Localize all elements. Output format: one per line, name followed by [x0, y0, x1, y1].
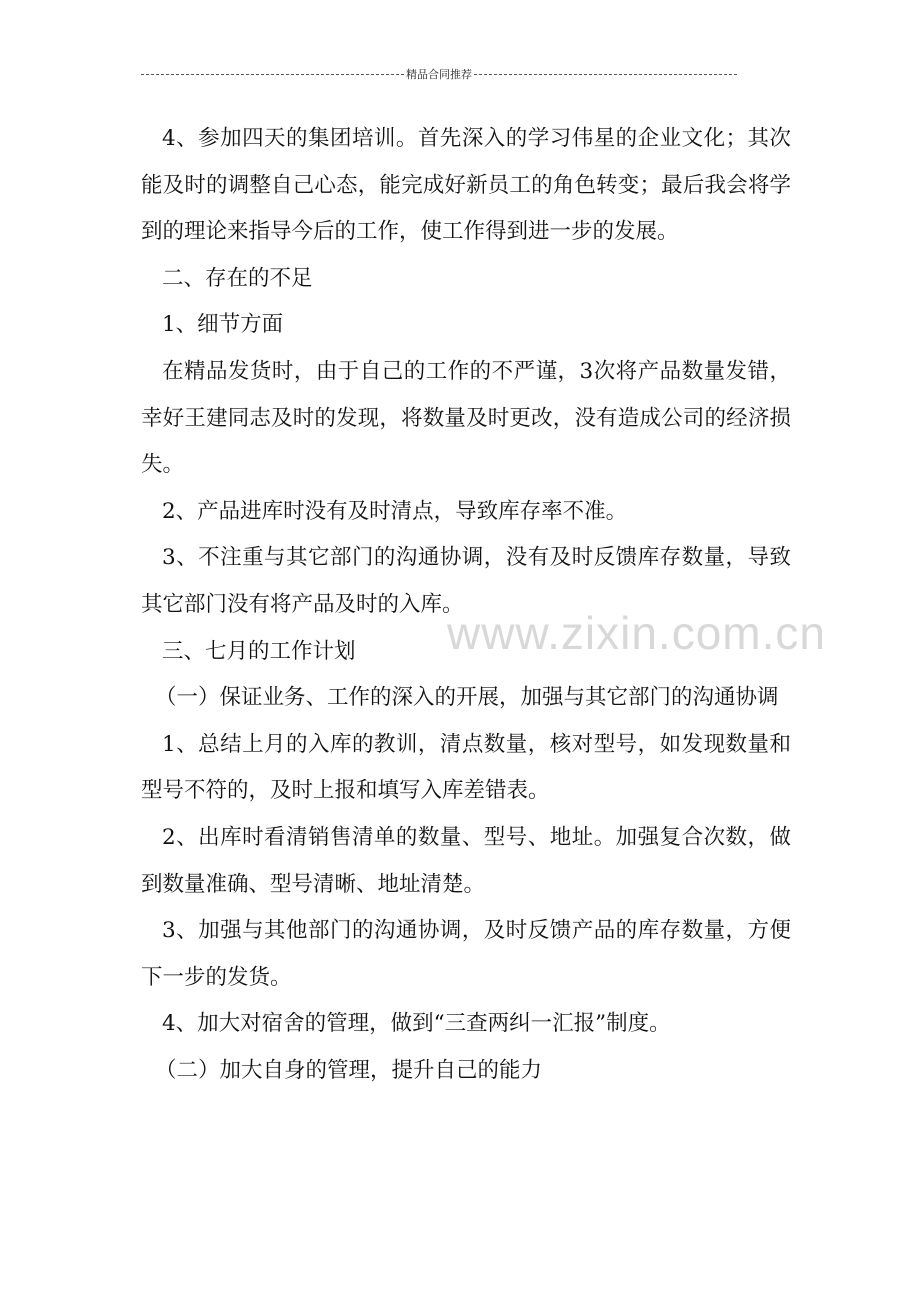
document-body [141, 116, 791, 1094]
page-header [141, 66, 737, 82]
paragraph: 1、总结上月的入库的教训，清点数量，核对型号，如发现数量和型号不符的，及时上报和填写入库差错表。 [141, 731, 791, 804]
paragraph: 4、加大对宿舍的管理，做到“三查两纠一汇报”制度。 [162, 1011, 671, 1037]
paragraph: 2、产品进库时没有及时清点，导致库存率不准。 [162, 498, 628, 524]
paragraph: 3、加强与其他部门的沟通协调，及时反馈产品的库存数量，方便下一步的发货。 [141, 918, 791, 990]
section-heading: 三、七月的工作计划 [162, 638, 356, 664]
header-rule-right [474, 74, 737, 75]
header-rule-left [141, 74, 404, 75]
header-title: 精品合同推荐 [406, 69, 472, 81]
paragraph: 4、参加四天的集团培训。首先深入的学习伟星的企业文化；其次能及时的调整自己心态，能完成好新员工的角色转变；最后我会将学到的理论来指导今后的工作，使工作得到进一步的发展。 [141, 126, 791, 245]
paragraph: 在精品发货时，由于自己的工作的不严谨，3次将产品数量发错，幸好王建同志及时的发现，将数量及时更改，没有造成公司的经济损失。 [141, 358, 791, 478]
subheading: 1、细节方面 [162, 312, 284, 338]
paragraph: 2、出库时看清销售清单的数量、型号、地址。加强复合次数，做到数量准确、型号清晰、地址清楚。 [141, 824, 791, 897]
section-heading: 二、存在的不足 [162, 265, 313, 291]
subheading: （二）加大自身的管理，提升自己的能力 [155, 1057, 543, 1083]
subheading: （一）保证业务、工作的深入的开展，加强与其它部门的沟通协调 [155, 685, 779, 711]
watermark: www.zixin.com.cn [447, 607, 826, 659]
paragraph: 3、不注重与其它部门的沟通协调，没有及时反馈库存数量，导致其它部门没有将产品及时的入库。 [141, 545, 791, 617]
